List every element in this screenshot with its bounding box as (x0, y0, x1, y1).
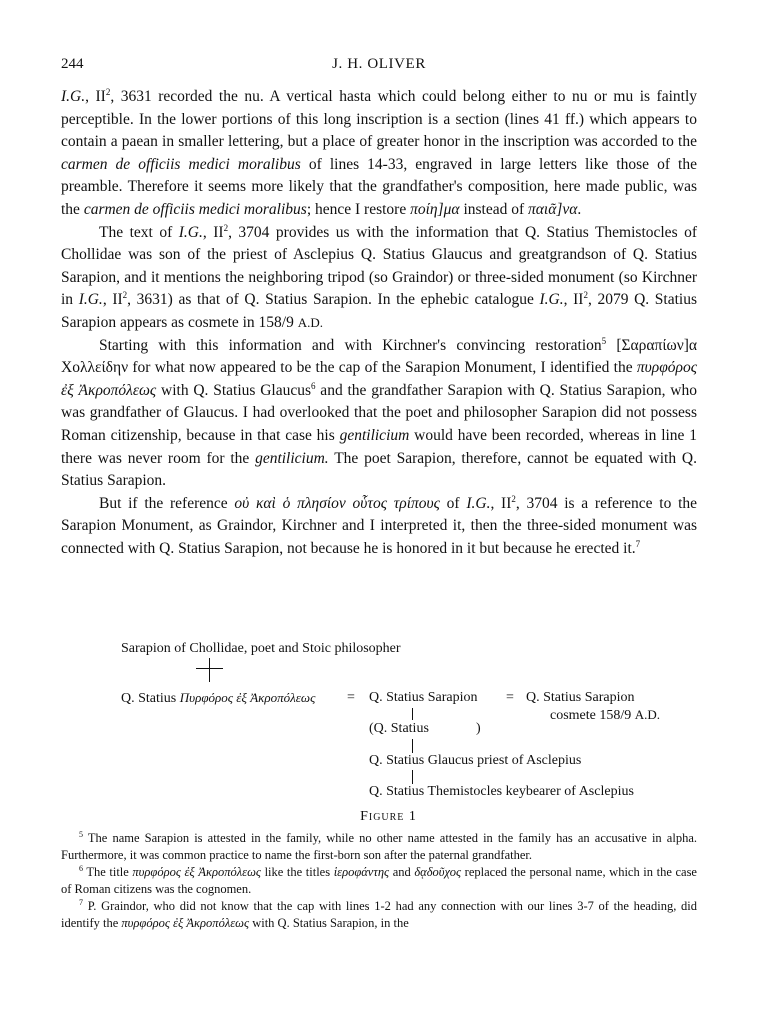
tree-connector-vertical-4 (412, 770, 413, 784)
tree-equals-1: = (347, 690, 355, 705)
footnote-ref-7: 7 (635, 538, 641, 549)
paragraph-3: Starting with this information and with Kirchner's convincing restoration$^5$ [Σαραπίων]α Χολλείδην for what now appeared to be the cap of the Sarapion Monument, I identified the πυρφόρος ἐξ Ἀκροπόλεως with Q. Statius Glaucus$^6$ and the grandfather Sarapion with Q. Statius Sarapion, who was grandfather of Glaucus. I had overlooked that the poet and philosopher Sarapion did not possess Roman citizenship, because in that case his gentilicium would have been recorded, whereas in line 1 there was never room for the gentilicium. The poet Sarapion, therefore, cannot be equated with Q. Statius Sarapion. (61, 335, 697, 490)
footnotes (61, 830, 697, 933)
footnote-ref-5: 5 (601, 335, 607, 346)
tree-equals-2: = (506, 690, 514, 705)
tree-connector-vertical-3 (412, 739, 413, 753)
footnote-5: $^5$ The name Sarapion is attested in the family, while no other name attested in the family has an accusative in alpha. Furthermore, it was common practice to name the first-born son after the paternal grandfather. (61, 829, 697, 862)
tree-connector-vertical-1 (209, 658, 210, 682)
tree-right-note: cosmete 158/9 A.D. (550, 707, 661, 723)
tree-connector-cross-1 (196, 668, 223, 669)
tree-top-line: Sarapion of Chollidae, poet and Stoic philosopher (121, 641, 401, 656)
tree-middle-person: Q. Statius Sarapion (369, 690, 478, 705)
paragraph-1: I.G., $II^2$, 3631 recorded the nu. A vertical hasta which could belong either to nu or mu is faintly perceptible. In the lower portions of this long inscription is a section (lines 41 ff.) which appears to contain a paean in smaller lettering, but a place of greater honor in the inscription was accorded to the carmen de officiis medici moralibus of lines 14-33, engraved in large letters like those of the preamble. Therefore it seems more likely that the grandfather's composition, here made public, was the carmen de officiis medici moralibus; hence I restore ποίη]μα instead of παιᾶ]να. (61, 86, 698, 218)
page-number: 244 (61, 56, 84, 72)
tree-gen2-open: (Q. Statius (369, 721, 429, 736)
tree-gen4: Q. Statius Themistocles keybearer of Asclepius (369, 784, 634, 799)
footnote-ref-6: 6 (311, 380, 316, 391)
tree-left-person: Q. Statius Πυρφόρος ἐξ Ἀκροπόλεως (121, 690, 316, 706)
tree-gen2-close: ) (476, 721, 481, 736)
tree-gen3: Q. Statius Glaucus priest of Asclepius (369, 753, 582, 768)
running-head: J. H. OLIVER (332, 56, 426, 72)
footnote-7: $^7$ P. Graindor, who did not know that the cap with lines 1-2 had any connection with our lines 3-7 of the heading, did identify the πυρφόρος ἐξ Ἀκροπόλεως with Q. Statius Sarapion, in the (61, 898, 697, 930)
paragraph-4: But if the reference οὐ καὶ ὁ πλησίον οὗτος τρίπους of I.G., $II^2$, 3704 is a reference to the Sarapion Monument, as Graindor, Kirchner and I interpreted it, then the three-sided monument was connected with Q. Statius Sarapion, not because he is honored in it but because he erected it.$^7$ (61, 493, 698, 557)
footnote-6: $^6$ The title πυρφόρος ἐξ Ἀκροπόλεως like the titles ἱεροφάντης and δᾳδοῦχος replaced the personal name, which in the case of Roman citizens was the cognomen. (61, 864, 697, 896)
tree-connector-vertical-2 (412, 708, 413, 720)
figure-caption: Figure 1 (360, 809, 417, 824)
paragraph-2: The text of I.G., $II^2$, 3704 provides us with the information that Q. Statius Themistocles of Chollidae was son of the priest of Asclepius Q. Statius Glaucus and greatgrandson of Q. Statius Sarapion, and it mentions the neighboring tripod (so Graindor) or three-sided monument (so Kirchner in I.G., $II^2$, 3631) as that of Q. Statius Sarapion. In the ephebic catalogue I.G., $II^2$, 2079 Q. Statius Sarapion appears as cosmete in 158/9 A.D. (61, 222, 698, 331)
tree-right-person: Q. Statius Sarapion (526, 690, 635, 705)
